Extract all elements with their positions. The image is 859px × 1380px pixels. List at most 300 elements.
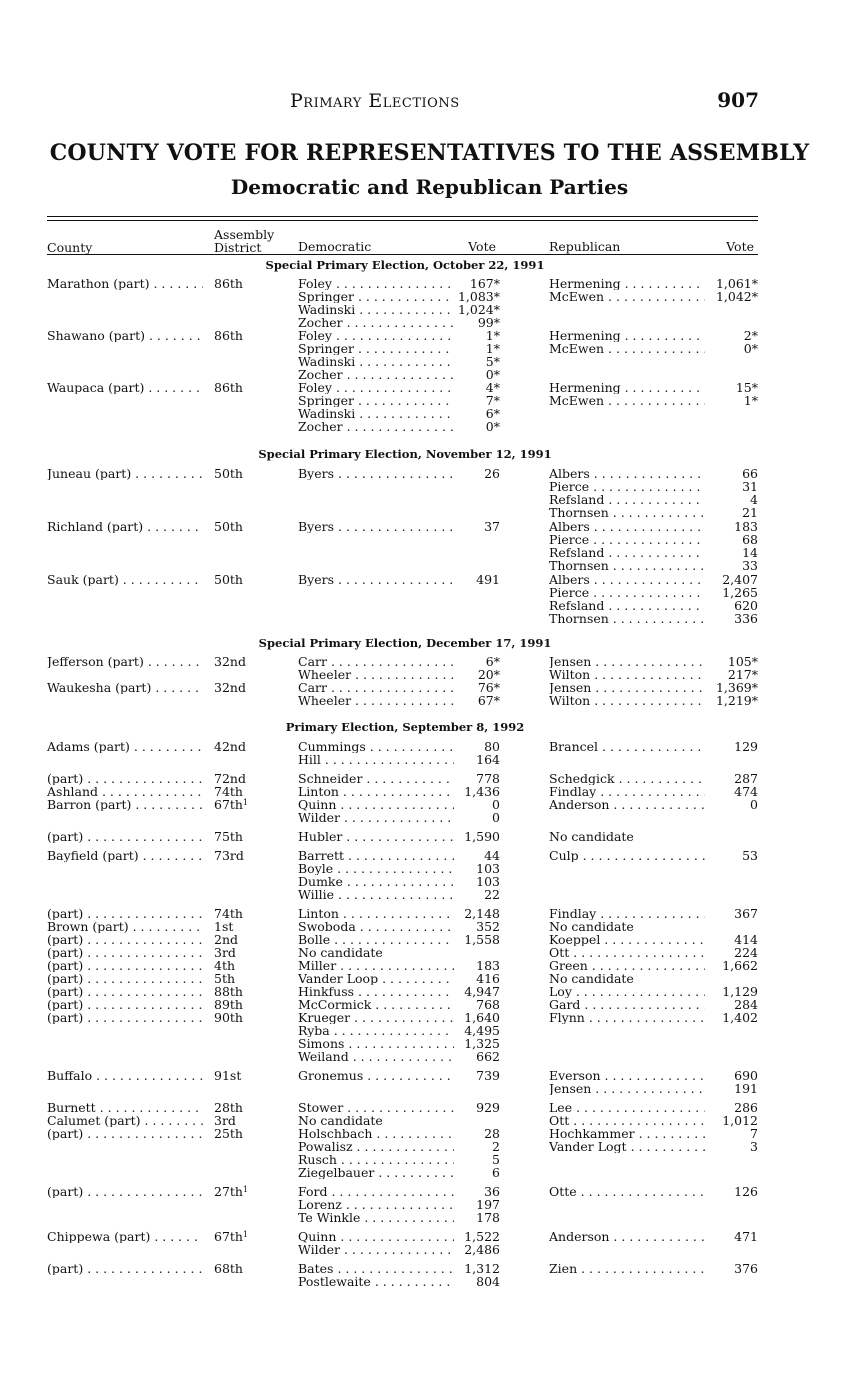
republican-vote: 1,061* bbox=[715, 276, 758, 291]
democratic-vote: 1,024* bbox=[457, 302, 500, 317]
county-cell: Barron (part) . . . bbox=[47, 798, 203, 811]
republican-vote: 1,662 bbox=[722, 958, 758, 973]
democratic-candidate: Springer . . . bbox=[298, 394, 454, 407]
republican-vote: 284 bbox=[734, 997, 758, 1012]
district-cell: 74th bbox=[214, 906, 243, 921]
district-cell: 3rd bbox=[214, 1113, 236, 1128]
republican-candidate: Gard . . . bbox=[549, 998, 705, 1011]
democratic-candidate: Byers . . . bbox=[298, 520, 454, 533]
republican-candidate: Albers . . . bbox=[549, 573, 705, 586]
republican-candidate: Vander Logt . . . bbox=[549, 1140, 705, 1153]
republican-candidate: Schedgick . . . bbox=[549, 772, 705, 785]
table-row bbox=[0, 830, 859, 843]
republican-vote: 126 bbox=[734, 1184, 758, 1199]
democratic-vote: 662 bbox=[476, 1049, 500, 1064]
county-cell: Adams (part) . . . bbox=[47, 740, 203, 753]
democratic-candidate: Foley . . . bbox=[298, 329, 454, 342]
democratic-candidate: Ziegelbauer . . . bbox=[298, 1166, 454, 1179]
democratic-candidate: Wilder . . . bbox=[298, 811, 454, 824]
district-cell: 75th bbox=[214, 829, 243, 844]
republican-vote: 191 bbox=[734, 1081, 758, 1096]
republican-candidate: Hermening . . . bbox=[549, 277, 705, 290]
table-row bbox=[0, 875, 859, 888]
democratic-vote: 804 bbox=[476, 1274, 500, 1289]
republican-vote: 1,219* bbox=[715, 693, 758, 708]
republican-vote: 474 bbox=[734, 784, 758, 799]
democratic-candidate: No candidate bbox=[298, 946, 383, 959]
district-cell: 91st bbox=[214, 1068, 242, 1083]
democratic-vote: 416 bbox=[476, 971, 500, 986]
democratic-candidate: Quinn . . . bbox=[298, 798, 454, 811]
democratic-candidate: Hinkfuss . . . bbox=[298, 985, 454, 998]
page-subtitle: Democratic and Republican Parties bbox=[230, 175, 629, 199]
democratic-vote: 183 bbox=[476, 958, 500, 973]
democratic-vote: 178 bbox=[476, 1210, 500, 1225]
republican-candidate: Refsland . . . bbox=[549, 546, 705, 559]
district-cell: 50th bbox=[214, 519, 243, 534]
democratic-candidate: Springer . . . bbox=[298, 290, 454, 303]
democratic-vote: 768 bbox=[476, 997, 500, 1012]
republican-candidate: Otte . . . bbox=[549, 1185, 705, 1198]
county-cell: (part) . . . bbox=[47, 1011, 203, 1024]
democratic-candidate: Stower . . . bbox=[298, 1101, 454, 1114]
republican-candidate: Findlay . . . bbox=[549, 785, 705, 798]
republican-vote: 2* bbox=[743, 328, 758, 343]
democratic-header: Democratic bbox=[298, 239, 372, 254]
democratic-candidate: Miller . . . bbox=[298, 959, 454, 972]
district-cell: 74th bbox=[214, 784, 243, 799]
republican-vote: 129 bbox=[734, 739, 758, 754]
table-row bbox=[0, 849, 859, 862]
democratic-candidate: Weiland . . . bbox=[298, 1050, 454, 1063]
table-row bbox=[0, 316, 859, 329]
democratic-candidate: Rusch . . . bbox=[298, 1153, 454, 1166]
republican-vote: 286 bbox=[734, 1100, 758, 1115]
running-head: Primary Elections bbox=[290, 90, 460, 112]
table-row bbox=[0, 959, 859, 972]
republican-vote: 336 bbox=[734, 611, 758, 626]
republican-vote: 1,265 bbox=[722, 585, 758, 600]
table-row bbox=[0, 1114, 859, 1127]
republican-vote: 33 bbox=[742, 558, 758, 573]
table-row bbox=[0, 493, 859, 506]
democratic-vote: 0 bbox=[492, 810, 500, 825]
republican-candidate: Ott . . . bbox=[549, 946, 705, 959]
democratic-vote: 22 bbox=[484, 887, 500, 902]
republican-candidate: Hochkammer . . . bbox=[549, 1127, 705, 1140]
county-cell: (part) . . . bbox=[47, 1262, 203, 1275]
district-cell: 68th bbox=[214, 1261, 243, 1276]
republican-vote: 2,407 bbox=[722, 572, 758, 587]
republican-candidate: Hermening . . . bbox=[549, 381, 705, 394]
democratic-vote: 778 bbox=[476, 771, 500, 786]
republican-vote: 287 bbox=[734, 771, 758, 786]
democratic-vote: 1,640 bbox=[464, 1010, 500, 1025]
footnote-marker: 1 bbox=[242, 798, 249, 807]
district-cell: 86th bbox=[214, 380, 243, 395]
district-cell: 86th bbox=[214, 328, 243, 343]
democratic-vote: 4,947 bbox=[464, 984, 500, 999]
table-row bbox=[0, 506, 859, 519]
democratic-vote: 2,148 bbox=[464, 906, 500, 921]
republican-vote: 0 bbox=[750, 797, 758, 812]
democratic-vote: 36 bbox=[484, 1184, 500, 1199]
table-row bbox=[0, 612, 859, 625]
district-cell: 28th bbox=[214, 1100, 243, 1115]
county-cell: Burnett . . . bbox=[47, 1101, 203, 1114]
republican-candidate: Hermening . . . bbox=[549, 329, 705, 342]
page-title: COUNTY VOTE FOR REPRESENTATIVES TO THE ASSEMBLY bbox=[49, 140, 810, 166]
democratic-vote: 6* bbox=[485, 406, 500, 421]
republican-vote: 414 bbox=[734, 932, 758, 947]
table-row bbox=[0, 407, 859, 420]
section-heading: Special Primary Election, December 17, 1991 bbox=[258, 636, 552, 650]
republican-candidate: Thornsen . . . bbox=[549, 612, 705, 625]
republican-vote: 1,012 bbox=[722, 1113, 758, 1128]
table-row bbox=[0, 785, 859, 798]
republican-candidate: Refsland . . . bbox=[549, 493, 705, 506]
democratic-vote: 1* bbox=[485, 341, 500, 356]
county-cell: (part) . . . bbox=[47, 985, 203, 998]
democratic-vote: 4,495 bbox=[464, 1023, 500, 1038]
democratic-vote: 20* bbox=[477, 667, 500, 682]
table-row bbox=[0, 1166, 859, 1179]
county-cell: Jefferson (part) . . . bbox=[47, 655, 203, 668]
table-row bbox=[0, 920, 859, 933]
democratic-vote: 1,083* bbox=[457, 289, 500, 304]
republican-candidate: McEwen . . . bbox=[549, 342, 705, 355]
county-cell: Richland (part) . . . bbox=[47, 520, 203, 533]
democratic-candidate: Wadinski . . . bbox=[298, 303, 454, 316]
democratic-candidate: Te Winkle . . . bbox=[298, 1211, 454, 1224]
district-cell: 5th bbox=[214, 971, 236, 986]
republican-candidate: Flynn . . . bbox=[549, 1011, 705, 1024]
table-row bbox=[0, 1230, 859, 1243]
democratic-candidate: Swoboda . . . bbox=[298, 920, 454, 933]
district-cell: 88th bbox=[214, 984, 243, 999]
header-rule bbox=[47, 254, 758, 255]
republican-candidate: No candidate bbox=[549, 972, 634, 985]
county-cell: Waukesha (part) . . . bbox=[47, 681, 203, 694]
democratic-candidate: Holschbach . . . bbox=[298, 1127, 454, 1140]
democratic-candidate: Schneider . . . bbox=[298, 772, 454, 785]
rep-vote-header: Vote bbox=[726, 239, 754, 254]
democratic-candidate: Byers . . . bbox=[298, 573, 454, 586]
county-cell: Calumet (part) . . . bbox=[47, 1114, 203, 1127]
democratic-vote: 44 bbox=[484, 848, 500, 863]
top-rule-double bbox=[47, 220, 758, 221]
republican-vote: 224 bbox=[734, 945, 758, 960]
table-row bbox=[0, 480, 859, 493]
republican-candidate: Findlay . . . bbox=[549, 907, 705, 920]
democratic-candidate: Postlewaite . . . bbox=[298, 1275, 454, 1288]
republican-candidate: Lee . . . bbox=[549, 1101, 705, 1114]
district-cell: 90th bbox=[214, 1010, 243, 1025]
table-row bbox=[0, 798, 859, 811]
republican-vote: 183 bbox=[734, 519, 758, 534]
table-row bbox=[0, 1275, 859, 1288]
district-cell: 1st bbox=[214, 919, 234, 934]
democratic-candidate: Linton . . . bbox=[298, 907, 454, 920]
republican-candidate: Refsland . . . bbox=[549, 599, 705, 612]
table-row bbox=[0, 772, 859, 785]
county-header: County bbox=[47, 240, 93, 255]
table-row bbox=[0, 290, 859, 303]
district-cell: 42nd bbox=[214, 739, 246, 754]
republican-vote: 66 bbox=[742, 466, 758, 481]
democratic-vote: 1,312 bbox=[464, 1261, 500, 1276]
county-cell: (part) . . . bbox=[47, 998, 203, 1011]
democratic-vote: 7* bbox=[485, 393, 500, 408]
district-cell: 72nd bbox=[214, 771, 246, 786]
table-row bbox=[0, 303, 859, 316]
republican-vote: 68 bbox=[742, 532, 758, 547]
democratic-candidate: Vander Loop . . . bbox=[298, 972, 454, 985]
democratic-candidate: Zocher . . . bbox=[298, 368, 454, 381]
district-cell: $27th^1$ bbox=[214, 1184, 249, 1199]
democratic-candidate: Linton . . . bbox=[298, 785, 454, 798]
democratic-candidate: Hubler . . . bbox=[298, 830, 454, 843]
republican-vote: 217* bbox=[727, 667, 758, 682]
table-row bbox=[0, 1185, 859, 1198]
district-cell: $67th^1$ bbox=[214, 1229, 249, 1244]
district-cell: 89th bbox=[214, 997, 243, 1012]
democratic-candidate: Wheeler . . . bbox=[298, 668, 454, 681]
democratic-candidate: Powalisz . . . bbox=[298, 1140, 454, 1153]
county-cell: (part) . . . bbox=[47, 907, 203, 920]
republican-candidate: Pierce . . . bbox=[549, 533, 705, 546]
district-cell: 25th bbox=[214, 1126, 243, 1141]
democratic-candidate: Simons . . . bbox=[298, 1037, 454, 1050]
table-row bbox=[0, 888, 859, 901]
district-cell: 32nd bbox=[214, 654, 246, 669]
democratic-candidate: Carr . . . bbox=[298, 655, 454, 668]
republican-candidate: Thornsen . . . bbox=[549, 506, 705, 519]
county-cell: (part) . . . bbox=[47, 1185, 203, 1198]
democratic-candidate: Lorenz . . . bbox=[298, 1198, 454, 1211]
republican-vote: 14 bbox=[742, 545, 758, 560]
democratic-vote: 164 bbox=[476, 752, 500, 767]
democratic-candidate: McCormick . . . bbox=[298, 998, 454, 1011]
democratic-candidate: Wadinski . . . bbox=[298, 355, 454, 368]
democratic-vote: 352 bbox=[476, 919, 500, 934]
democratic-candidate: Boyle . . . bbox=[298, 862, 454, 875]
democratic-vote: 0* bbox=[485, 367, 500, 382]
republican-vote: 620 bbox=[734, 598, 758, 613]
republican-candidate: Green . . . bbox=[549, 959, 705, 972]
table-row bbox=[0, 1082, 859, 1095]
county-cell: Sauk (part) . . . bbox=[47, 573, 203, 586]
table-row bbox=[0, 342, 859, 355]
republican-candidate: Albers . . . bbox=[549, 467, 705, 480]
table-row bbox=[0, 753, 859, 766]
table-row bbox=[0, 420, 859, 433]
republican-vote: 105* bbox=[727, 654, 758, 669]
republican-vote: 367 bbox=[734, 906, 758, 921]
table-row bbox=[0, 862, 859, 875]
district-cell: 3rd bbox=[214, 945, 236, 960]
democratic-candidate: Gronemus . . . bbox=[298, 1069, 454, 1082]
democratic-vote: 37 bbox=[484, 519, 500, 534]
county-cell: (part) . . . bbox=[47, 959, 203, 972]
footnote-marker: 1 bbox=[242, 1230, 249, 1239]
democratic-vote: 1,590 bbox=[464, 829, 500, 844]
county-cell: (part) . . . bbox=[47, 972, 203, 985]
republican-candidate: McEwen . . . bbox=[549, 290, 705, 303]
democratic-candidate: Dumke . . . bbox=[298, 875, 454, 888]
table-row bbox=[0, 1211, 859, 1224]
table-row bbox=[0, 1127, 859, 1140]
district-cell: 50th bbox=[214, 466, 243, 481]
democratic-vote: 5 bbox=[492, 1152, 500, 1167]
republican-header: Republican bbox=[549, 239, 621, 254]
district-header-line2: District bbox=[214, 240, 262, 255]
democratic-candidate: Wilder . . . bbox=[298, 1243, 454, 1256]
republican-candidate: Koeppel . . . bbox=[549, 933, 705, 946]
democratic-vote: 1,436 bbox=[464, 784, 500, 799]
table-row bbox=[0, 467, 859, 480]
republican-vote: 3 bbox=[750, 1139, 758, 1154]
republican-vote: 53 bbox=[742, 848, 758, 863]
table-row bbox=[0, 985, 859, 998]
section-heading: Special Primary Election, October 22, 1991 bbox=[265, 258, 545, 272]
table-row bbox=[0, 394, 859, 407]
section-heading: Special Primary Election, November 12, 1991 bbox=[258, 447, 552, 461]
table-row bbox=[0, 694, 859, 707]
democratic-vote: 1,325 bbox=[464, 1036, 500, 1051]
republican-vote: 0* bbox=[743, 341, 758, 356]
democratic-vote: 103 bbox=[476, 874, 500, 889]
republican-candidate: Albers . . . bbox=[549, 520, 705, 533]
table-row bbox=[0, 1024, 859, 1037]
republican-candidate: Everson . . . bbox=[549, 1069, 705, 1082]
county-cell: Waupaca (part) . . . bbox=[47, 381, 203, 394]
democratic-vote: 6* bbox=[485, 654, 500, 669]
democratic-candidate: Quinn . . . bbox=[298, 1230, 454, 1243]
democratic-candidate: Ryba . . . bbox=[298, 1024, 454, 1037]
county-cell: Chippewa (part) . . . bbox=[47, 1230, 203, 1243]
district-cell: 4th bbox=[214, 958, 236, 973]
democratic-vote: 491 bbox=[476, 572, 500, 587]
democratic-candidate: Krueger . . . bbox=[298, 1011, 454, 1024]
democratic-candidate: Zocher . . . bbox=[298, 316, 454, 329]
district-cell: 2nd bbox=[214, 932, 239, 947]
democratic-candidate: Bolle . . . bbox=[298, 933, 454, 946]
democratic-vote: 26 bbox=[484, 466, 500, 481]
republican-vote: 1,129 bbox=[722, 984, 758, 999]
democratic-vote: 2 bbox=[492, 1139, 500, 1154]
democratic-vote: 739 bbox=[476, 1068, 500, 1083]
republican-candidate: Wilton . . . bbox=[549, 694, 705, 707]
table-row bbox=[0, 1069, 859, 1082]
democratic-vote: 67* bbox=[477, 693, 500, 708]
republican-candidate: Loy . . . bbox=[549, 985, 705, 998]
table-row bbox=[0, 546, 859, 559]
district-cell: 73rd bbox=[214, 848, 244, 863]
democratic-candidate: Ford . . . bbox=[298, 1185, 454, 1198]
republican-candidate: Brancel . . . bbox=[549, 740, 705, 753]
table-row bbox=[0, 1037, 859, 1050]
democratic-vote: 5* bbox=[485, 354, 500, 369]
democratic-vote: 28 bbox=[484, 1126, 500, 1141]
section-heading: Primary Election, September 8, 1992 bbox=[285, 720, 525, 734]
democratic-vote: 99* bbox=[477, 315, 500, 330]
republican-candidate: Jensen . . . bbox=[549, 655, 705, 668]
republican-candidate: Jensen . . . bbox=[549, 681, 705, 694]
dem-vote-header: Vote bbox=[468, 239, 496, 254]
table-row bbox=[0, 355, 859, 368]
democratic-vote: 76* bbox=[477, 680, 500, 695]
county-cell: Marathon (part) . . . bbox=[47, 277, 203, 290]
democratic-candidate: Cummings . . . bbox=[298, 740, 454, 753]
county-cell: (part) . . . bbox=[47, 772, 203, 785]
republican-candidate: Wilton . . . bbox=[549, 668, 705, 681]
republican-candidate: No candidate bbox=[549, 830, 634, 843]
republican-vote: 15* bbox=[735, 380, 758, 395]
democratic-vote: 0 bbox=[492, 797, 500, 812]
democratic-candidate: No candidate bbox=[298, 1114, 383, 1127]
county-cell: Brown (part) . . . bbox=[47, 920, 203, 933]
democratic-vote: 4* bbox=[485, 380, 500, 395]
republican-vote: 1,402 bbox=[722, 1010, 758, 1025]
table-row bbox=[0, 368, 859, 381]
republican-vote: 7 bbox=[750, 1126, 758, 1141]
democratic-candidate: Foley . . . bbox=[298, 381, 454, 394]
table-row bbox=[0, 381, 859, 394]
county-cell: Buffalo . . . bbox=[47, 1069, 203, 1082]
table-row bbox=[0, 1243, 859, 1256]
democratic-vote: 1,522 bbox=[464, 1229, 500, 1244]
republican-candidate: No candidate bbox=[549, 920, 634, 933]
democratic-vote: 80 bbox=[484, 739, 500, 754]
table-row bbox=[0, 907, 859, 920]
republican-vote: 376 bbox=[734, 1261, 758, 1276]
republican-candidate: McEwen . . . bbox=[549, 394, 705, 407]
table-row bbox=[0, 933, 859, 946]
county-cell: Ashland . . . bbox=[47, 785, 203, 798]
democratic-vote: 167* bbox=[469, 276, 500, 291]
district-cell: 32nd bbox=[214, 680, 246, 695]
table-row bbox=[0, 1198, 859, 1211]
democratic-candidate: Springer . . . bbox=[298, 342, 454, 355]
republican-vote: 1,042* bbox=[715, 289, 758, 304]
democratic-vote: 2,486 bbox=[464, 1242, 500, 1257]
table-row bbox=[0, 599, 859, 612]
republican-candidate: Anderson . . . bbox=[549, 1230, 705, 1243]
democratic-vote: 103 bbox=[476, 861, 500, 876]
county-cell: Juneau (part) . . . bbox=[47, 467, 203, 480]
table-row bbox=[0, 329, 859, 342]
county-cell: (part) . . . bbox=[47, 1127, 203, 1140]
republican-candidate: Pierce . . . bbox=[549, 480, 705, 493]
democratic-candidate: Zocher . . . bbox=[298, 420, 454, 433]
table-row bbox=[0, 586, 859, 599]
table-row bbox=[0, 559, 859, 572]
republican-vote: 4 bbox=[750, 492, 758, 507]
democratic-vote: 197 bbox=[476, 1197, 500, 1212]
republican-vote: 471 bbox=[734, 1229, 758, 1244]
table-row bbox=[0, 1262, 859, 1275]
page-number: 907 bbox=[717, 88, 759, 112]
table-row bbox=[0, 1011, 859, 1024]
district-cell: 50th bbox=[214, 572, 243, 587]
table-row bbox=[0, 1140, 859, 1153]
county-cell: (part) . . . bbox=[47, 933, 203, 946]
democratic-vote: 0* bbox=[485, 419, 500, 434]
republican-candidate: Culp . . . bbox=[549, 849, 705, 862]
democratic-candidate: Hill . . . bbox=[298, 753, 454, 766]
democratic-candidate: Wadinski . . . bbox=[298, 407, 454, 420]
